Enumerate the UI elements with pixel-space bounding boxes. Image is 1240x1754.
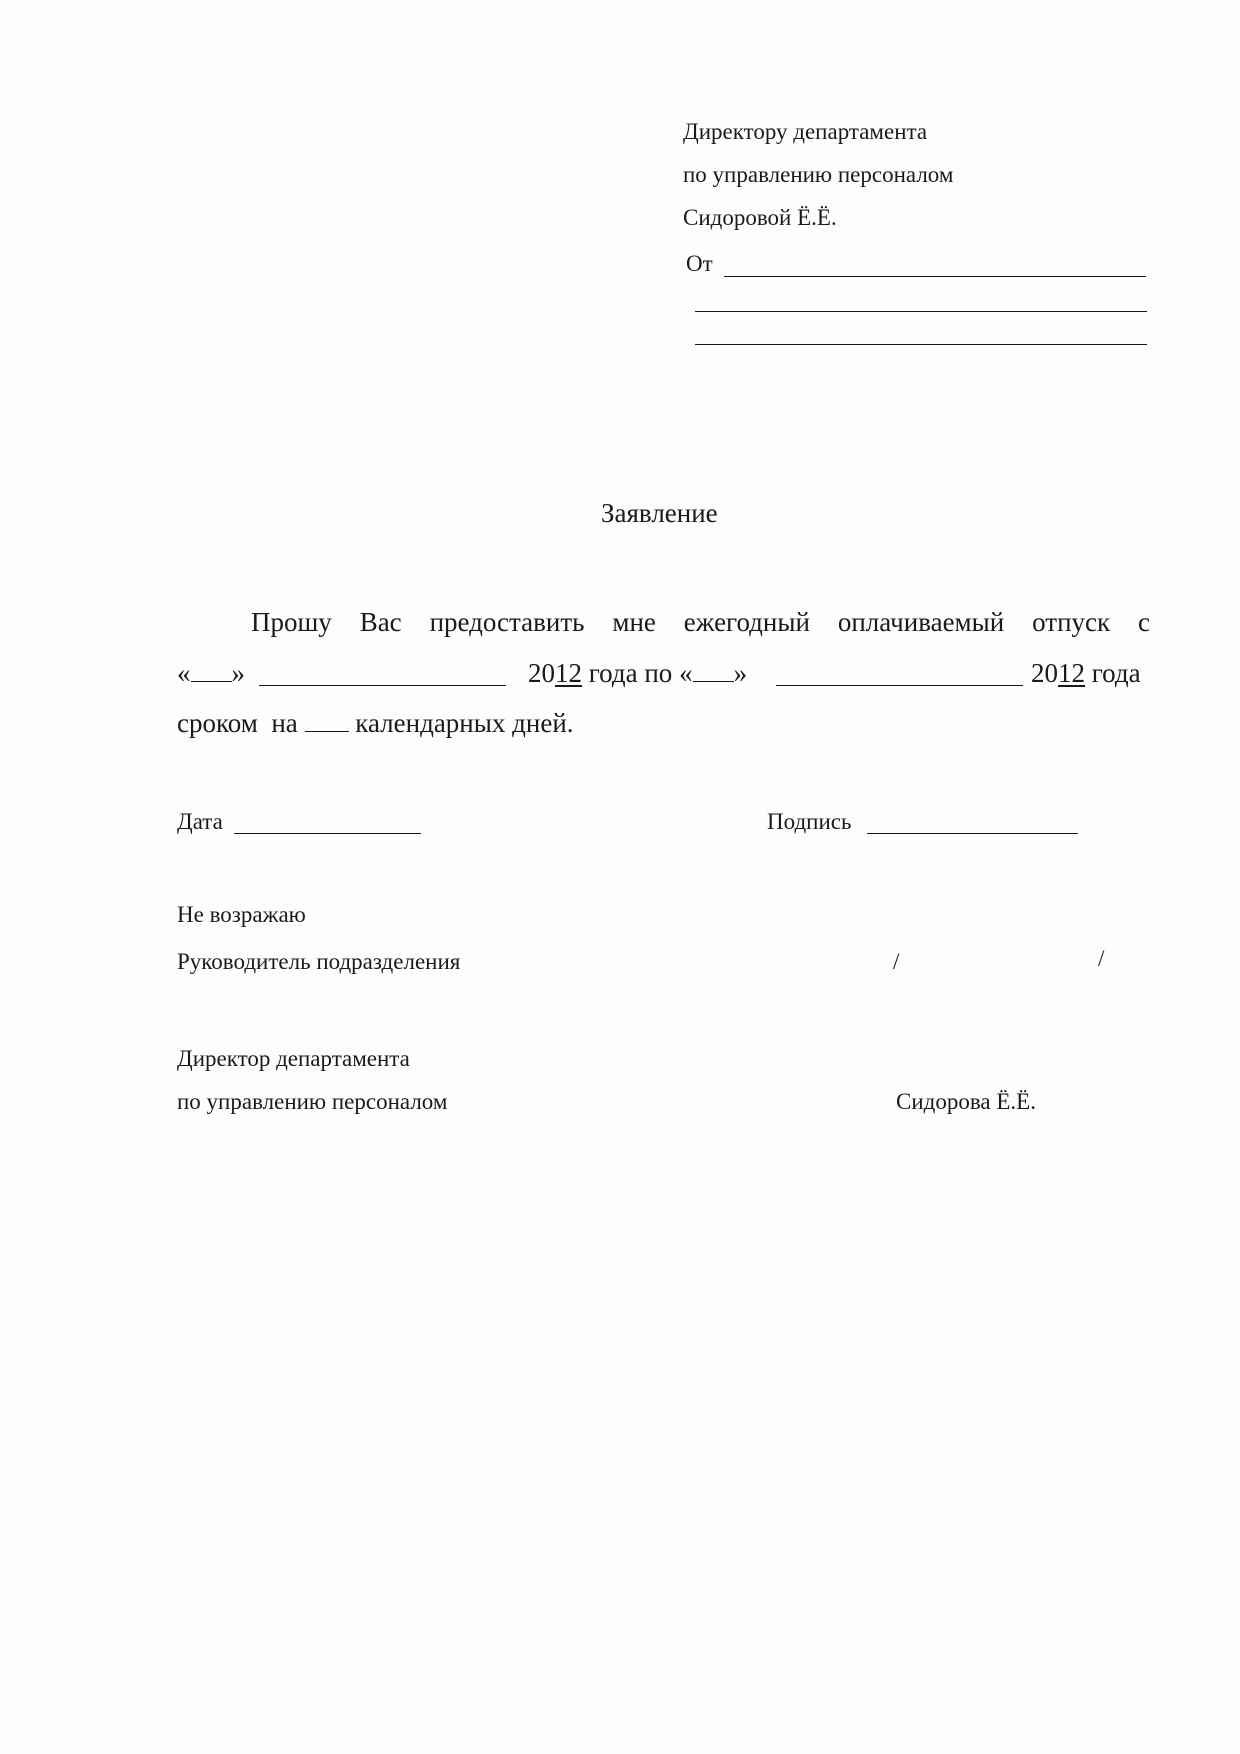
body-word: с [1138,607,1150,637]
body-word: оплачиваемый [837,607,1005,637]
addressee-line-2: по управлению персоналом [683,162,954,187]
body-word: ежегодный [683,607,810,637]
document-title: Заявление [601,498,718,528]
body-word: отпуск [1032,607,1111,637]
to-word: по [644,658,673,688]
start-year-suffix[interactable]: 12 [555,658,582,688]
start-year-group [528,657,747,689]
close-quote: » [231,658,245,688]
director-line-1: Директор департамента [177,1046,410,1071]
approval-line-1: Не возражаю [177,902,306,927]
term-word: сроком [177,708,258,738]
open-quote: « [177,658,191,688]
date-label: Дата [177,809,223,834]
body-word: мне [612,607,656,637]
term-word: на [271,708,298,738]
signature-blank[interactable] [867,833,1078,834]
days-text: календарных дней. [355,708,574,738]
open-quote: « [679,658,693,688]
from-blank-2[interactable] [695,311,1147,312]
from-blank-1[interactable] [724,276,1146,277]
body-word: Вас [359,607,402,637]
body-word: предоставить [429,607,585,637]
director-name: Сидорова Ё.Ё. [896,1089,1036,1114]
director-line-2: по управлению персоналом [177,1089,448,1114]
start-year-prefix: 20 [528,658,555,688]
days-count-blank[interactable] [305,709,349,732]
start-date-group [177,657,245,689]
body-word: Прошу [251,607,332,637]
slash-right: / [1098,946,1105,971]
end-day-blank[interactable] [693,659,734,682]
end-month-blank[interactable] [776,685,1023,686]
start-day-blank[interactable] [191,659,232,682]
addressee-line-3: Сидоровой Ё.Ё. [683,205,837,230]
end-year-prefix: 20 [1031,658,1058,688]
approval-line-2: Руководитель подразделения [177,949,461,974]
from-blank-3[interactable] [695,344,1147,345]
date-blank[interactable] [234,833,421,834]
start-month-blank[interactable] [259,685,506,686]
start-year-word: года [588,658,638,688]
end-year-word: года [1091,658,1141,688]
end-year-suffix[interactable]: 12 [1058,658,1085,688]
slash-left: / [893,949,900,974]
close-quote: » [733,658,748,688]
signature-label: Подпись [767,809,852,834]
end-year-group [1031,657,1141,689]
addressee-line-1: Директору департамента [683,119,928,144]
body-line-1 [251,606,1150,638]
from-label: От [686,251,713,276]
body-line-3 [177,707,574,739]
